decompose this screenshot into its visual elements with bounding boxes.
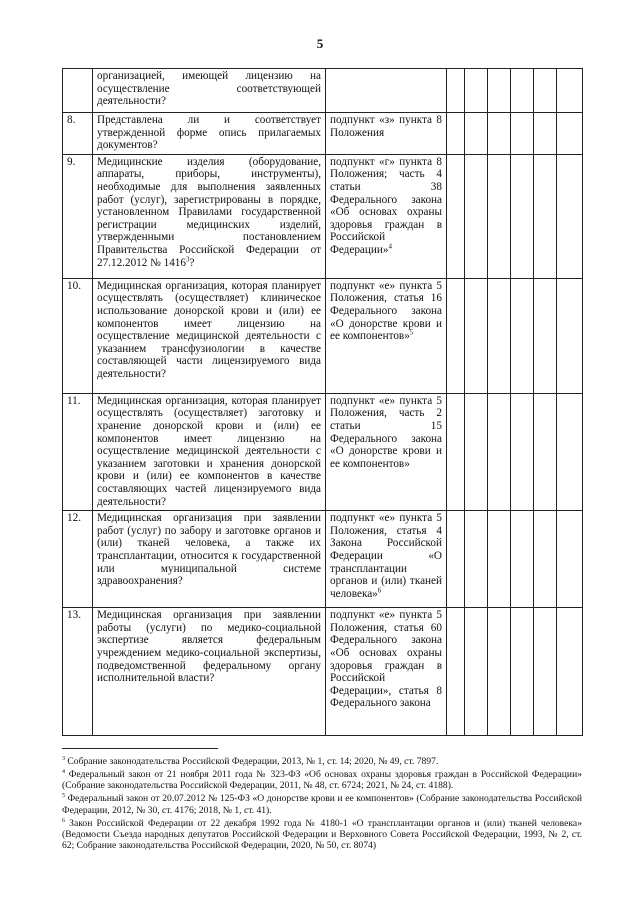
footnote-text: Собрание законодательства Российской Федерации, 2013, № 1, ст. 14; 2020, № 49, ст. 7897. <box>65 756 439 767</box>
answer-cell[interactable] <box>488 608 511 736</box>
answer-cell[interactable] <box>557 154 583 278</box>
requirement-question <box>93 608 326 736</box>
question-tail: ? <box>189 256 195 269</box>
answer-cell[interactable] <box>447 393 465 510</box>
answer-cell[interactable] <box>465 393 488 510</box>
answer-cell[interactable] <box>557 393 583 510</box>
answer-cell[interactable] <box>511 113 534 155</box>
question-text: Медицинские изделия (оборудование, аппараты, приборы, инструменты), необходимые для выполнения заявленных работ (услуг), зарегистрированы в порядке, установленном Правилами государственной регистрации медицинских изделий, утвержденными постановлением Правительства Российской Федерации от 27.12.2012 № 1416 <box>97 155 321 269</box>
answer-cell[interactable] <box>511 608 534 736</box>
answer-cell[interactable] <box>465 154 488 278</box>
legal-reference <box>326 608 447 736</box>
table-row <box>63 393 583 510</box>
answer-cell[interactable] <box>511 393 534 510</box>
footnote-ref: 6 <box>377 585 382 594</box>
requirement-question <box>93 511 326 608</box>
legal-reference <box>326 278 447 393</box>
row-number: 8. <box>63 113 93 155</box>
question-text: Представлена ли и соответствует утвержденной форме опись прилагаемых документов? <box>97 114 321 152</box>
answer-cell[interactable] <box>447 278 465 393</box>
row-number <box>63 69 93 113</box>
answer-cell[interactable] <box>557 113 583 155</box>
answer-cell[interactable] <box>488 393 511 510</box>
question-text: Медицинская организация при заявлении работ (услуг) по забору и заготовке органов и (или) тканей человека, а также их трансплантации, относится к государственной или муниципальной системе здравоохранения? <box>97 512 321 588</box>
answer-cell[interactable] <box>557 608 583 736</box>
answer-cell[interactable] <box>447 69 465 113</box>
row-number: 12. <box>63 511 93 608</box>
table-row <box>63 154 583 278</box>
table-row <box>63 511 583 608</box>
footnote-ref: 4 <box>388 242 392 251</box>
answer-cell[interactable] <box>465 69 488 113</box>
answer-cell[interactable] <box>447 154 465 278</box>
answer-cell[interactable] <box>447 511 465 608</box>
requirement-question <box>93 113 326 155</box>
footnote-divider <box>62 748 218 749</box>
footnote-mark: 6 <box>62 817 65 824</box>
answer-cell[interactable] <box>534 113 557 155</box>
reference-text: подпункт «г» пункта 8 Положения; часть 4 статьи 38 Федерального закона «Об основах охраны здоровья граждан в Российской Федерации» <box>330 155 442 256</box>
answer-cell[interactable] <box>488 511 511 608</box>
legal-reference <box>326 393 447 510</box>
answer-cell[interactable] <box>465 113 488 155</box>
answer-cell[interactable] <box>511 154 534 278</box>
row-number: 10. <box>63 278 93 393</box>
answer-cell[interactable] <box>465 511 488 608</box>
answer-cell[interactable] <box>465 608 488 736</box>
row-number: 11. <box>63 393 93 510</box>
legal-reference <box>326 154 447 278</box>
question-text: Медицинская организация при заявлении работы (услуги) по медико-социальной экспертизе является федеральным учреждением медико-социальной экспертизы, подведомственной федеральному органу исполнительной власти? <box>97 609 321 685</box>
row-number: 9. <box>63 154 93 278</box>
question-text: Медицинская организация, которая планирует осуществлять (осуществляет) заготовку и хранение донорской крови и (или) ее компонентов имеет лицензию на осуществление медицинской деятельности с указанием заготовки и хранения донорской крови и (или) ее компонентов в качестве составляющих частей лицензируемого вида деятельности? <box>97 394 321 508</box>
answer-cell[interactable] <box>557 278 583 393</box>
requirement-question <box>93 393 326 510</box>
legal-reference <box>326 511 447 608</box>
footnotes <box>62 756 582 853</box>
answer-cell[interactable] <box>465 278 488 393</box>
footnote-text: Закон Российской Федерации от 22 декабря 1992 года № 4180-1 «О трансплантации органов и (или) тканей человека» (Ведомости Съезда народных депутатов Российской Федерации и Верховного Совета Российской Федерации, 1993, № 2, ст. 62; Собрание законодательства Российской Федерации, 2020, № 50, ст. 8074) <box>62 817 582 852</box>
answer-cell[interactable] <box>534 608 557 736</box>
legal-reference <box>326 113 447 155</box>
reference-text: подпункт «е» пункта 5 Положения, статья 4 Закона Российской Федерации «О трансплантации органов и (или) тканей человека» <box>330 512 442 600</box>
answer-cell[interactable] <box>534 69 557 113</box>
reference-text: подпункт «з» пункта 8 Положения <box>330 114 442 139</box>
reference-text: подпункт «е» пункта 5 Положения, статья 16 Федерального закона «О донорстве крови и ее компонентов» <box>330 279 442 343</box>
answer-cell[interactable] <box>488 278 511 393</box>
footnote-mark: 5 <box>62 793 65 800</box>
answer-cell[interactable] <box>447 113 465 155</box>
checklist-rows <box>63 69 583 736</box>
answer-cell[interactable] <box>557 511 583 608</box>
answer-cell[interactable] <box>534 278 557 393</box>
footnote-text: Федеральный закон от 21 ноября 2011 года № 323-ФЗ «Об основах охраны здоровья граждан в Российской Федерации» (Собрание законодательства Российской Федерации, 2011, № 48, ст. 6724; 2021, № 24, ст. 4188). <box>62 768 582 792</box>
footnote-ref: 5 <box>409 328 414 337</box>
requirement-question <box>93 278 326 393</box>
question-text: организацией, имеющей лицензию на осуществление соответствующей деятельности? <box>97 70 321 108</box>
answer-cell[interactable] <box>511 278 534 393</box>
answer-cell[interactable] <box>447 608 465 736</box>
checklist-table <box>62 68 583 736</box>
row-number: 13. <box>63 608 93 736</box>
answer-cell[interactable] <box>534 154 557 278</box>
table-row <box>63 113 583 155</box>
requirement-question <box>93 69 326 113</box>
footnote-mark: 4 <box>62 768 65 775</box>
table-row <box>63 69 583 113</box>
question-text: Медицинская организация, которая планирует осуществлять (осуществляет) клиническое использование донорской крови и (или) ее компонентов имеет лицензию на осуществление медицинской деятельности с указанием трансфузиологии в качестве составляющей части лицензируемого вида деятельности? <box>97 279 321 380</box>
answer-cell[interactable] <box>488 113 511 155</box>
reference-text: подпункт «е» пункта 5 Положения, часть 2 статьи 15 Федерального закона «О донорстве крови и ее компонентов» <box>330 394 442 470</box>
footnote <box>62 818 582 852</box>
answer-cell[interactable] <box>511 511 534 608</box>
footnote-text: Федеральный закон от 20.07.2012 № 125-ФЗ «О донорстве крови и ее компонентов» (Собрание законодательства Российской Федерации, 2012, № 30, ст. 4176; 2018, № 1, ст. 41). <box>62 793 582 816</box>
answer-cell[interactable] <box>488 69 511 113</box>
answer-cell[interactable] <box>488 154 511 278</box>
reference-text: подпункт «е» пункта 5 Положения, статья 60 Федерального закона «Об основах охраны здоровья граждан в Российской Федерации», статья 8 Федерального закона <box>330 609 442 710</box>
table-row <box>63 278 583 393</box>
legal-reference <box>326 69 447 113</box>
answer-cell[interactable] <box>511 69 534 113</box>
answer-cell[interactable] <box>534 511 557 608</box>
page-number: 5 <box>316 36 324 51</box>
answer-cell[interactable] <box>534 393 557 510</box>
footnote-mark: 3 <box>62 755 65 762</box>
table-row <box>63 608 583 736</box>
answer-cell[interactable] <box>557 69 583 113</box>
footnote <box>62 793 582 816</box>
requirement-question <box>93 154 326 278</box>
footnote <box>62 756 582 767</box>
footnote <box>62 769 582 792</box>
footnote-ref: 3 <box>186 254 190 263</box>
